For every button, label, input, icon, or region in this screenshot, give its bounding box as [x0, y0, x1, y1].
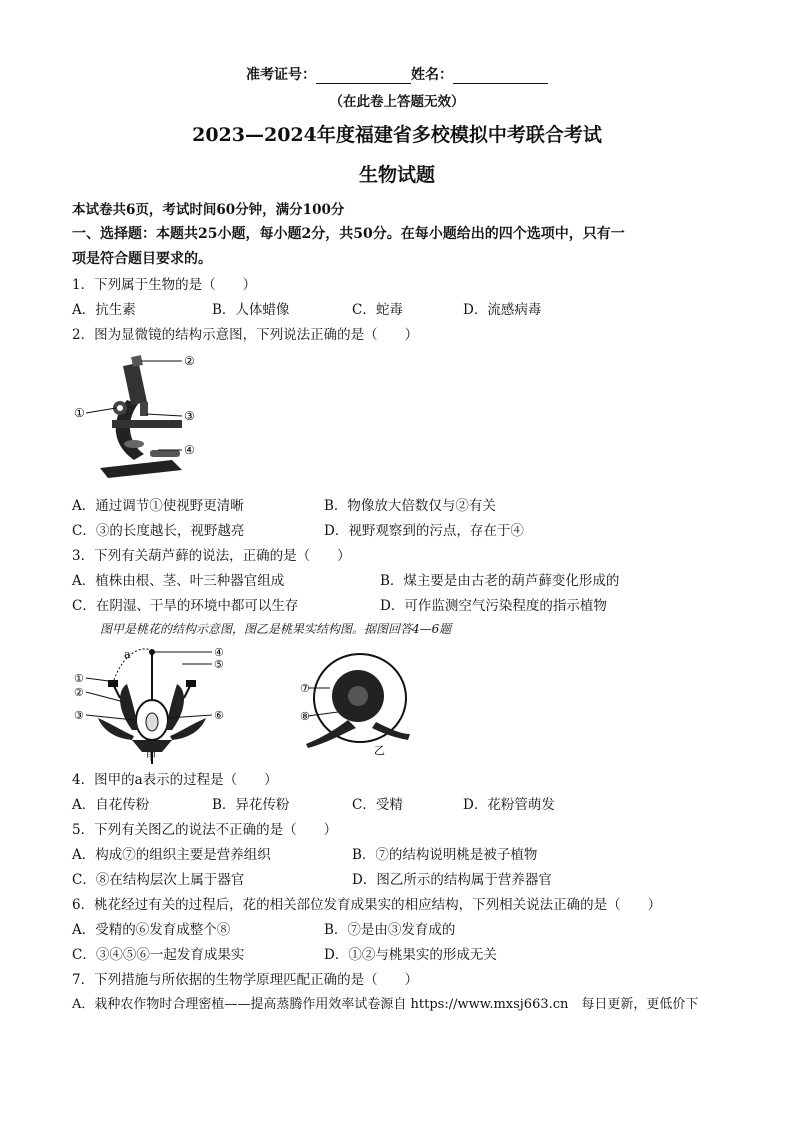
exam-id-label: 准考证号： — [246, 67, 316, 83]
microscope-label-1: ① — [74, 406, 85, 420]
q2-option-c[interactable]: C．③的长度越长，视野越亮 — [72, 523, 245, 539]
q1-option-c[interactable]: C．蛇毒 — [352, 302, 403, 318]
q4-option-a[interactable]: A．自花传粉 — [72, 797, 150, 813]
microscope-label-2: ② — [184, 354, 195, 368]
question-7-stem: 7．下列措施与所依据的生物学原理匹配正确的是（ ） — [72, 972, 419, 988]
q2-option-a[interactable]: A．通过调节①使视野更清晰 — [72, 498, 244, 514]
q5-option-a[interactable]: A．构成⑦的组织主要是营养组织 — [72, 847, 271, 863]
q4-option-d[interactable]: D．花粉管萌发 — [463, 797, 555, 813]
q5-option-d[interactable]: D．图乙所示的结构属于营养器官 — [352, 872, 552, 888]
q6-option-c[interactable]: C．③④⑤⑥一起发育成果实 — [72, 947, 245, 963]
q3-option-c[interactable]: C．在阴湿、干旱的环境中都可以生存 — [72, 598, 299, 614]
name-blank[interactable] — [453, 71, 548, 84]
question-1-stem: 1．下列属于生物的是（ ） — [72, 277, 257, 293]
q6-option-d[interactable]: D．①②与桃果实的形成无关 — [324, 947, 497, 963]
flower-label-a: a — [124, 648, 131, 661]
flower-label-6: ⑥ — [214, 709, 224, 722]
q4-option-b[interactable]: B．异花传粉 — [212, 797, 290, 813]
question-6-stem: 6．桃花经过有关的过程后，花的相关部位发育成果实的相应结构，下列相关说法正确的是（ ） — [72, 897, 662, 913]
q6-option-a[interactable]: A．受精的⑥发育成整个⑧ — [72, 922, 231, 938]
name-label: 姓名： — [411, 67, 453, 83]
flower-label-2: ② — [74, 686, 84, 699]
exam-id-blank[interactable] — [316, 71, 411, 84]
peach-figure-caption: 图甲是桃花的结构示意图，图乙是桃果实结构图。据图回答4—6题 — [100, 622, 452, 636]
fruit-label-7: ⑦ — [300, 682, 310, 695]
peach-fruit-figure — [296, 648, 416, 758]
q4-option-c[interactable]: C．受精 — [352, 797, 403, 813]
peach-flower-figure — [72, 640, 232, 765]
q1-option-b[interactable]: B．人体蜡像 — [212, 302, 290, 318]
q7-option-a[interactable]: A．栽种农作物时合理密植——提高蒸腾作用效率试卷源自 https://www.mxsj663.cn 每日更新，更低价下 — [72, 997, 699, 1012]
q3-option-b[interactable]: B．煤主要是由古老的葫芦藓变化形成的 — [380, 573, 620, 589]
q1-option-a[interactable]: A．抗生素 — [72, 302, 136, 318]
q3-option-d[interactable]: D．可作监测空气污染程度的指示植物 — [380, 598, 607, 614]
q1-option-d[interactable]: D．流感病毒 — [463, 302, 542, 318]
microscope-label-3: ③ — [184, 409, 195, 423]
q6-option-b[interactable]: B．⑦是由③发育成的 — [324, 922, 456, 938]
question-4-stem: 4．图甲的a表示的过程是（ ） — [72, 772, 278, 788]
section-heading-line1: 一、选择题：本题共25小题，每小题2分，共50分。在每小题给出的四个选项中，只有一 — [72, 226, 625, 242]
fruit-label-8: ⑧ — [300, 710, 310, 723]
exam-info: 本试卷共6页，考试时间60分钟，满分100分 — [72, 202, 345, 218]
question-5-stem: 5．下列有关图乙的说法不正确的是（ ） — [72, 822, 338, 838]
flower-figure-label: 甲 — [146, 752, 156, 763]
page-title: 2023—2024年度福建省多校模拟中考联合考试 — [192, 124, 602, 146]
q2-option-d[interactable]: D．视野观察到的污点，存在于④ — [324, 523, 524, 539]
microscope-figure — [72, 350, 212, 485]
q2-option-b[interactable]: B．物像放大倍数仅与②有关 — [324, 498, 496, 514]
q5-option-c[interactable]: C．⑧在结构层次上属于器官 — [72, 872, 245, 888]
section-heading-line2: 项是符合题目要求的。 — [72, 251, 212, 267]
flower-label-5: ⑤ — [214, 658, 224, 671]
fruit-figure-label: 乙 — [374, 744, 385, 757]
microscope-label-4: ④ — [184, 443, 195, 457]
flower-label-1: ① — [74, 672, 84, 685]
flower-label-4: ④ — [214, 646, 224, 659]
exam-id-row — [0, 64, 794, 84]
question-3-stem: 3．下列有关葫芦藓的说法，正确的是（ ） — [72, 548, 351, 564]
flower-label-3: ③ — [74, 709, 84, 722]
q3-option-a[interactable]: A．植株由根、茎、叶三种器官组成 — [72, 573, 285, 589]
question-2-stem: 2．图为显微镜的结构示意图，下列说法正确的是（ ） — [72, 327, 419, 343]
notice: （在此卷上答题无效） — [329, 94, 465, 110]
q5-option-b[interactable]: B．⑦的结构说明桃是被子植物 — [352, 847, 538, 863]
subject-title: 生物试题 — [358, 164, 435, 186]
